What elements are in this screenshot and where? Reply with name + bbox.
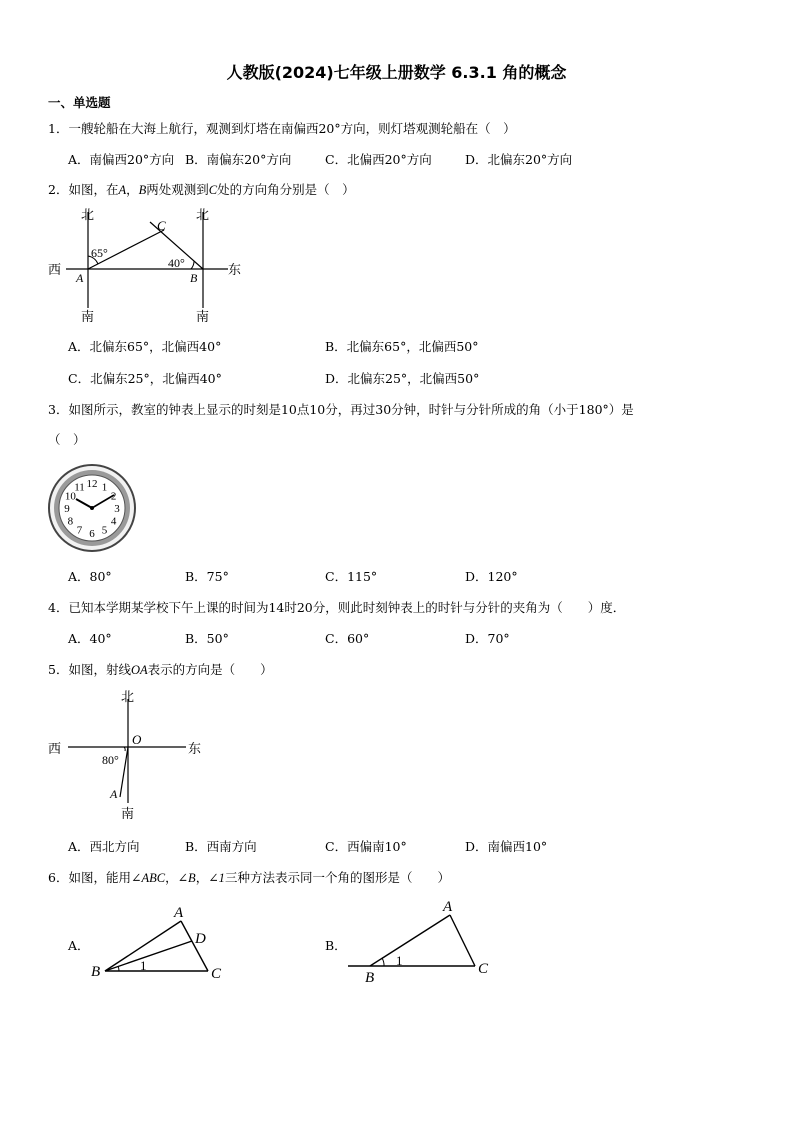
figure-q5-direction-diagram xyxy=(40,685,220,825)
angle-arc-b xyxy=(191,261,194,269)
question-3-stem-line2: （ ） xyxy=(48,432,86,447)
label-south: 南 xyxy=(121,806,135,821)
q5-option-a[interactable]: A．西北方向 xyxy=(68,839,140,854)
figure-q2-direction-diagram xyxy=(40,200,260,330)
clock-numeral-2: 2 xyxy=(110,490,117,503)
figure-q6-option-b xyxy=(345,895,505,987)
angle-1-label: 1 xyxy=(140,958,147,973)
q4-option-a[interactable]: A．40° xyxy=(68,631,112,646)
angle-b-label: 40° xyxy=(168,256,185,270)
q2-option-d[interactable]: D．北偏东25°，北偏西50° xyxy=(325,371,480,386)
point-c-label: C xyxy=(211,966,222,982)
q5-option-b[interactable]: B．西南方向 xyxy=(185,839,257,854)
clock-numeral-5: 5 xyxy=(101,524,108,537)
clock-numeral-1: 1 xyxy=(101,481,108,494)
clock-center xyxy=(90,506,94,510)
q2-option-c[interactable]: C．北偏东25°，北偏西40° xyxy=(68,371,222,386)
q6-option-b-label[interactable]: B． xyxy=(325,938,347,953)
q3-option-c[interactable]: C．115° xyxy=(325,569,378,584)
clock-numeral-7: 7 xyxy=(76,524,83,537)
section-heading: 一、单选题 xyxy=(48,95,111,110)
point-b-label: B xyxy=(365,970,375,986)
angle-1-label: 1 xyxy=(396,953,403,968)
question-6-stem: 6．如图，能用∠ABC，∠B，∠1三种方法表示同一个角的图形是（ ） xyxy=(48,870,450,885)
ray-oa xyxy=(120,747,128,797)
label-east: 东 xyxy=(188,741,202,756)
point-c-label: C xyxy=(157,218,166,233)
angle-arc-1 xyxy=(382,958,384,966)
point-a-label: A xyxy=(443,899,453,915)
label-south-a: 南 xyxy=(81,309,95,324)
q4-option-b[interactable]: B．50° xyxy=(185,631,229,646)
point-a-label: A xyxy=(76,271,84,285)
q4-option-c[interactable]: C．60° xyxy=(325,631,370,646)
label-north: 北 xyxy=(121,689,135,704)
label-north-a: 北 xyxy=(81,207,95,222)
q3-option-a[interactable]: A．80° xyxy=(68,569,112,584)
q5-option-d[interactable]: D．南偏西10° xyxy=(465,839,548,854)
clock-numeral-8: 8 xyxy=(67,515,74,528)
figure-q6-option-a xyxy=(88,898,238,988)
label-north-b: 北 xyxy=(196,207,210,222)
q2-option-b[interactable]: B．北偏东65°，北偏西50° xyxy=(325,339,479,354)
q3-option-d[interactable]: D．120° xyxy=(465,569,518,584)
point-o-label: O xyxy=(132,732,142,747)
q1-option-b[interactable]: B．南偏东20°方向 xyxy=(185,152,292,167)
point-c-label: C xyxy=(478,961,489,977)
clock-numeral-10: 10 xyxy=(64,490,76,503)
q1-option-a[interactable]: A．南偏西20°方向 xyxy=(68,152,175,167)
q2-option-a[interactable]: A．北偏东65°，北偏西40° xyxy=(68,339,222,354)
page-title: 人教版(2024)七年级上册数学 6.3.1 角的概念 xyxy=(226,63,567,82)
q5-option-c[interactable]: C．西偏南10° xyxy=(325,839,407,854)
clock-numeral-4: 4 xyxy=(110,515,117,528)
clock-numeral-9: 9 xyxy=(64,503,70,515)
question-3-stem: 3．如图所示，教室的钟表上显示的时刻是10点10分，再过30分钟，时针与分针所成的角（小于180°）是 xyxy=(48,402,634,417)
clock-numeral-11: 11 xyxy=(74,481,85,494)
clock-numeral-6: 6 xyxy=(89,528,95,540)
segment-ac xyxy=(450,915,475,966)
angle-arc-o xyxy=(124,747,125,751)
clock-numeral-12: 12 xyxy=(86,478,98,490)
clock-numeral-3: 3 xyxy=(114,503,120,515)
angle-label: 80° xyxy=(102,753,119,767)
question-1-stem: 1．一艘轮船在大海上航行，观测到灯塔在南偏西20°方向，则灯塔观测轮船在（ ） xyxy=(48,121,516,136)
angle-a-label: 65° xyxy=(91,246,108,260)
question-5-stem: 5．如图，射线OA表示的方向是（ ） xyxy=(48,662,273,677)
label-west: 西 xyxy=(48,741,62,756)
point-b-label: B xyxy=(190,271,198,285)
point-a-label: A xyxy=(110,787,118,801)
q4-option-d[interactable]: D．70° xyxy=(465,631,510,646)
q3-option-b[interactable]: B．75° xyxy=(185,569,229,584)
q1-option-c[interactable]: C．北偏西20°方向 xyxy=(325,152,432,167)
q6-option-a-label[interactable]: A． xyxy=(68,938,90,953)
point-b-label: B xyxy=(91,964,101,980)
q1-option-d[interactable]: D．北偏东20°方向 xyxy=(465,152,573,167)
question-2-stem: 2．如图，在A，B两处观测到C处的方向角分别是（ ） xyxy=(48,182,355,197)
point-d-label: D xyxy=(195,931,206,947)
label-south-b: 南 xyxy=(196,309,210,324)
label-west: 西 xyxy=(48,262,62,277)
point-a-label: A xyxy=(174,905,184,921)
label-east: 东 xyxy=(228,262,242,277)
figure-q3-clock xyxy=(46,462,138,554)
question-4-stem: 4．已知本学期某学校下午上课的时间为14时20分，则此时刻钟表上的时针与分针的夹角为（ ）度． xyxy=(48,600,626,615)
